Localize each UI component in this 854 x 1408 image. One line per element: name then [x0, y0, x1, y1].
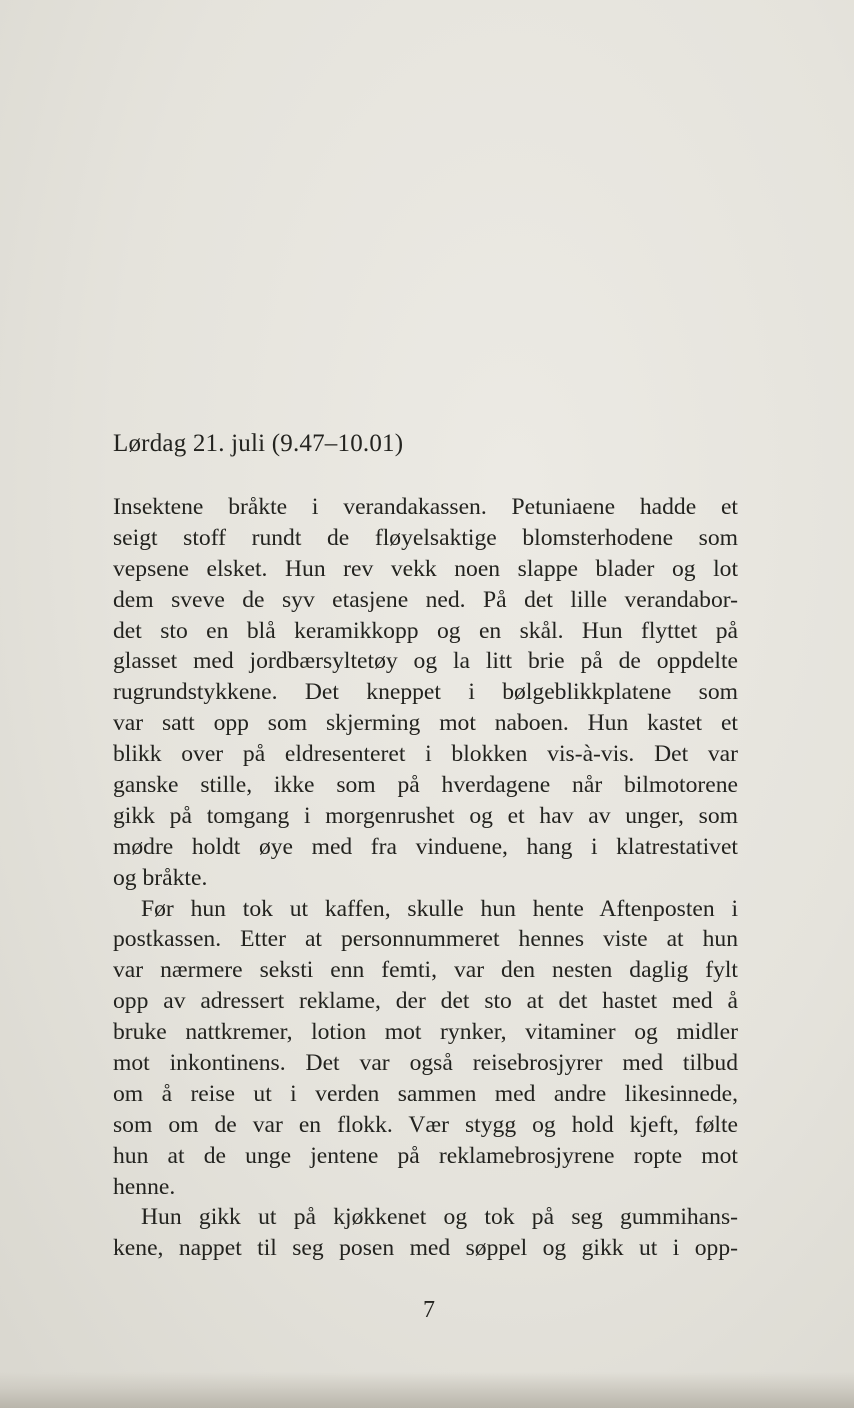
- text-line: Insektene bråkte i verandakassen. Petuniaene hadde et: [113, 494, 738, 520]
- text-line: gikk på tomgang i morgenrushet og et hav av unger, som: [113, 802, 738, 829]
- text-line: og bråkte.: [113, 864, 208, 891]
- text-line: Før hun tok ut kaffen, skulle hun hente Aftenposten i: [141, 895, 738, 922]
- text-line: opp av adressert reklame, der det sto at det hastet med å: [113, 988, 738, 1015]
- text-line: vepsene elsket. Hun rev vekk noen slappe blader og lot: [113, 555, 738, 582]
- text-line: ganske stille, ikke som på hverdagene når bilmotorene: [113, 772, 738, 799]
- page-bottom-edge: [0, 1372, 854, 1408]
- text-line: bruke nattkremer, lotion mot rynker, vitaminer og midler: [113, 1019, 738, 1046]
- text-line: var nærmere seksti enn femti, var den nesten daglig fylt: [113, 957, 738, 984]
- text-line: glasset med jordbærsyltetøy og la litt brie på de oppdelte: [113, 648, 738, 675]
- text-line: mødre holdt øye med fra vinduene, hang i klatrestativet: [113, 833, 738, 860]
- text-line: hun at de unge jentene på reklamebrosjyrene ropte mot: [113, 1142, 738, 1169]
- text-line: rugrundstykkene. Det kneppet i bølgeblikkplatene som: [113, 679, 738, 706]
- page-number-value: 7: [423, 1297, 435, 1323]
- text-line: det sto en blå keramikkopp og en skål. Hun flyttet på: [113, 617, 738, 644]
- text-line: henne.: [113, 1173, 176, 1200]
- text-line: som om de var en flokk. Vær stygg og hold kjeft, følte: [113, 1111, 738, 1138]
- text-line: om å reise ut i verden sammen med andre likesinnede,: [113, 1080, 738, 1107]
- body-text: [113, 492, 738, 1264]
- text-line: seigt stoff rundt de fløyelsaktige blomsterhodene som: [113, 524, 738, 551]
- text-line: Hun gikk ut på kjøkkenet og tok på seg gummihans-: [141, 1204, 738, 1231]
- text-line: mot inkontinens. Det var også reisebrosjyrer med tilbud: [113, 1050, 738, 1077]
- text-line: dem sveve de syv etasjene ned. På det lille verandabor-: [113, 586, 738, 613]
- text-line: postkassen. Etter at personnummeret hennes viste at hun: [113, 926, 738, 953]
- text-line: var satt opp som skjerming mot naboen. Hun kastet et: [113, 710, 738, 737]
- text-line: blikk over på eldresenteret i blokken vis-à-vis. Det var: [113, 741, 738, 768]
- text-line: kene, nappet til seg posen med søppel og gikk ut i opp-: [113, 1235, 738, 1262]
- page-number: [0, 1294, 854, 1326]
- chapter-heading: Lørdag 21. juli (9.47–10.01): [113, 430, 404, 457]
